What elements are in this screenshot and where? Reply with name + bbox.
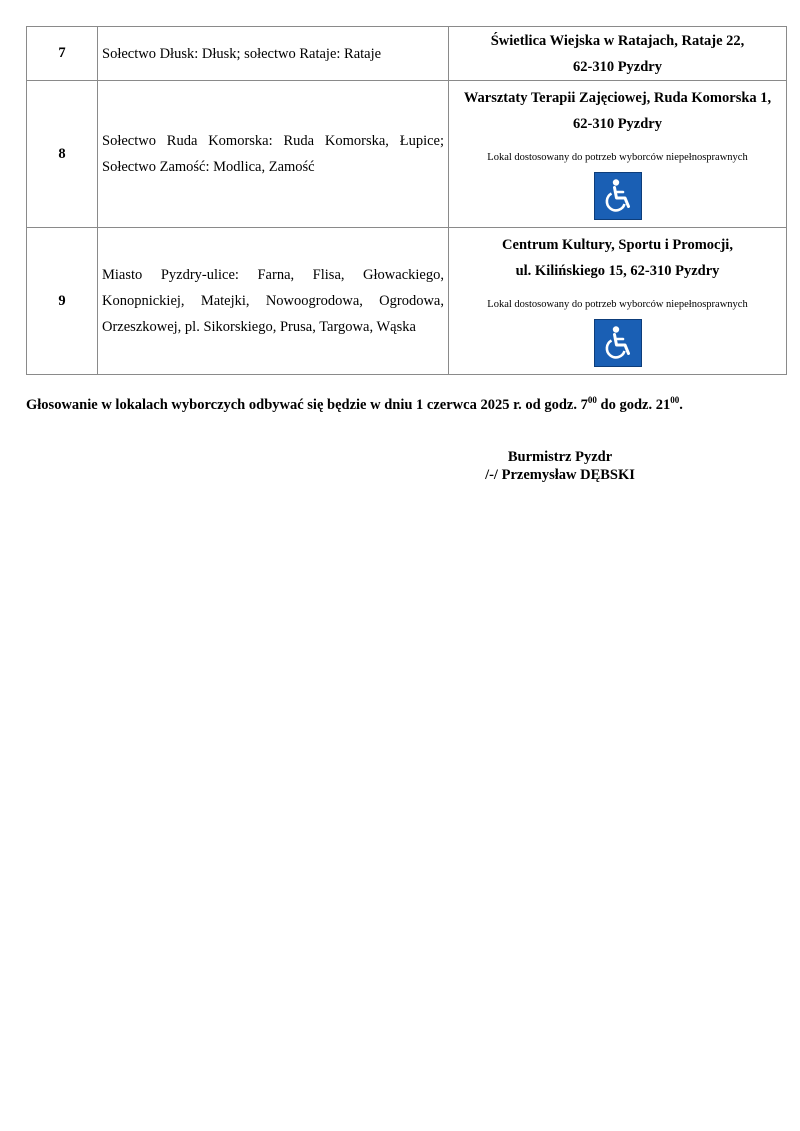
accessibility-note: Lokal dostosowany do potrzeb wyborców niepełnosprawnych: [487, 151, 748, 163]
voting-note-text-end: .: [679, 397, 683, 413]
polling-place-name: Warsztaty Terapii Zajęciowej, Ruda Komorska 1,: [463, 89, 772, 106]
wheelchair-icon: [594, 319, 642, 367]
polling-place: [449, 81, 787, 228]
polling-place-name: Centrum Kultury, Sportu i Promocji,: [502, 236, 733, 253]
polling-stations-table: [26, 26, 787, 375]
signature-block: [440, 448, 680, 484]
polling-place-address: ul. Kilińskiego 15, 62-310 Pyzdry: [515, 262, 720, 279]
table-row: [27, 81, 787, 228]
district-number: 8: [27, 81, 98, 228]
accessibility-note: Lokal dostosowany do potrzeb wyborców niepełnosprawnych: [487, 298, 748, 310]
voting-note-text-middle: do godz. 21: [596, 397, 671, 413]
voting-hours-note: [26, 395, 786, 415]
wheelchair-icon: [594, 172, 642, 220]
signatory-name: /-/ Przemysław DĘBSKI: [485, 467, 635, 483]
district-area: Sołectwo Dłusk: Dłusk; sołectwo Rataje: Rataje: [98, 27, 449, 81]
signatory-title: Burmistrz Pyzdr: [507, 449, 613, 465]
voting-note-text: Głosowanie w lokalach wyborczych odbywać się będzie w dniu 1 czerwca 2025 r. od godz. 7: [26, 397, 588, 413]
polling-place-address: 62-310 Pyzdry: [573, 115, 662, 132]
district-area: Miasto Pyzdry-ulice: Farna, Flisa, Głowackiego, Konopnickiej, Matejki, Nowoogrodowa, Ogrodowa, Orzeszkowej, pl. Sikorskiego, Prusa, Targowa, Wąska: [98, 228, 449, 375]
district-number: 7: [27, 27, 98, 81]
table-row: [27, 228, 787, 375]
polling-place-address: 62-310 Pyzdry: [573, 58, 662, 75]
polling-place: [449, 27, 787, 81]
voting-start-minutes: 00: [587, 395, 597, 405]
district-number: 9: [27, 228, 98, 375]
district-area: Sołectwo Ruda Komorska: Ruda Komorska, Łupice; Sołectwo Zamość: Modlica, Zamość: [98, 81, 449, 228]
voting-end-minutes: 00: [670, 395, 680, 405]
polling-place: [449, 228, 787, 375]
table-row: [27, 27, 787, 81]
polling-place-name: Świetlica Wiejska w Ratajach, Rataje 22,: [490, 32, 745, 49]
